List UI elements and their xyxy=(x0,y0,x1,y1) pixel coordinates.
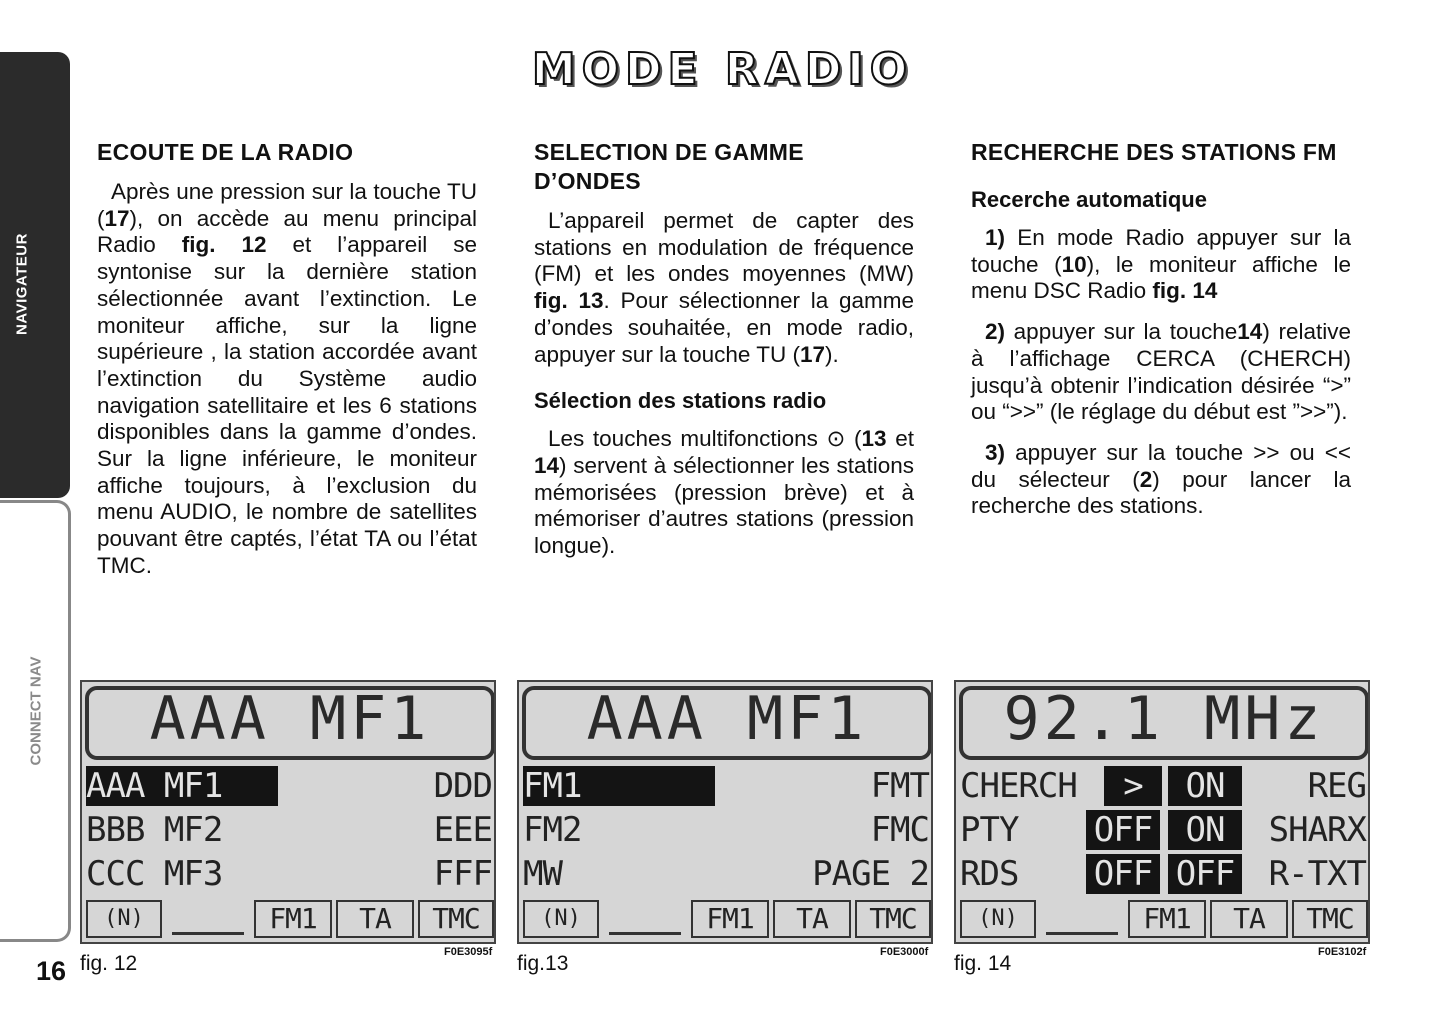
lcd-big-text: AAA MF1 xyxy=(149,684,431,754)
paragraph: L’appareil permet de capter des stations en modulation de fréquence (FM) et les ondes moyennes (MW) fig. 13. Pour sélectionner la gamme d’ondes souhaitée, en mode radio, appuyer sur la touche TU (17). xyxy=(534,208,914,367)
lcd-row: BBB MF2 xyxy=(86,810,223,850)
figure-code: F0E3000f xyxy=(880,946,929,958)
lcd-btn-tmc: TMC xyxy=(418,900,494,938)
lcd-row-right: FMC xyxy=(870,810,929,850)
lcd-row-right: EEE xyxy=(433,810,492,850)
lcd-cell-selected: > xyxy=(1104,766,1162,806)
lcd-underline xyxy=(172,932,244,935)
lcd-cell-selected: OFF xyxy=(1086,810,1160,850)
lcd-row: MW xyxy=(523,854,562,894)
column-selection-gamme xyxy=(534,138,914,574)
lcd-row-right: PAGE 2 xyxy=(812,854,929,894)
lcd-btn-ta: TA xyxy=(336,900,414,938)
lcd-row-selected: FM1 xyxy=(523,766,715,806)
satellite-icon: (N) xyxy=(960,900,1036,938)
sub-heading: Sélection des stations radio xyxy=(534,388,827,414)
sub-heading: Recerche automatique xyxy=(971,187,1207,212)
lcd-row-right: R-TXT xyxy=(1268,854,1366,894)
column-ecoute-radio xyxy=(97,138,477,594)
lcd-btn-fm1: FM1 xyxy=(254,900,332,938)
figure-label: fig. 14 xyxy=(954,952,1012,975)
section-heading: ECOUTE DE LA RADIO xyxy=(97,139,354,165)
lcd-btn-tmc: TMC xyxy=(855,900,931,938)
lcd-frequency-box xyxy=(959,686,1369,760)
lcd-fig14 xyxy=(954,680,1370,944)
lcd-cell-selected: OFF xyxy=(1168,854,1242,894)
lcd-status-bar xyxy=(958,898,1366,938)
paragraph: Après une pression sur la touche TU (17), on accède au menu principal Radio fig. 12 et l’appareil se syntonise sur la dernière station sélectionnée avant l’extinction. Le moniteur affiche, sur la ligne supérieure , la station accordée avant l’extinction du Système audio navigation satellitaire et les 6 stations disponibles dans la gamme d’ondes. Sur la ligne inférieure, le moniteur affiche toujours, à l’exclusion du menu AUDIO, le nombre de satellites pouvant être captés, l’état TA ou l’état TMC. xyxy=(97,179,477,578)
lcd-row-right: SHARX xyxy=(1268,810,1366,850)
lcd-row-label: CHERCH xyxy=(960,766,1077,806)
satellite-icon: (N) xyxy=(86,900,162,938)
step-3: 3) appuyer sur la touche >> ou << du sélecteur (2) pour lancer la recherche des stations. xyxy=(971,439,1351,519)
lcd-btn-ta: TA xyxy=(1210,900,1288,938)
side-tab-navigateur xyxy=(0,52,70,498)
figure-label: fig. 12 xyxy=(80,952,138,975)
page-number: 16 xyxy=(36,956,67,986)
side-tab-connect-nav-label: CONNECT NAV xyxy=(27,656,45,766)
lcd-row: CCC MF3 xyxy=(86,854,223,894)
figure-code: F0E3102f xyxy=(1318,946,1367,958)
lcd-cell-selected: ON xyxy=(1168,810,1242,850)
lcd-btn-tmc: TMC xyxy=(1292,900,1368,938)
lcd-station-box xyxy=(522,686,932,760)
lcd-row-label: RDS xyxy=(960,854,1019,894)
section-heading: RECHERCHE DES STATIONS FM xyxy=(971,139,1337,165)
lcd-cell-selected: ON xyxy=(1168,766,1242,806)
lcd-big-text: AAA MF1 xyxy=(586,684,868,754)
side-tab-connect-nav xyxy=(0,500,71,942)
side-tab-navigateur-label: NAVIGATEUR xyxy=(13,233,31,335)
page-title: MODE RADIO xyxy=(531,44,914,95)
lcd-row-label: PTY xyxy=(960,810,1019,850)
lcd-row-right: FMT xyxy=(870,766,929,806)
lcd-station-box xyxy=(85,686,495,760)
lcd-cell-selected: OFF xyxy=(1086,854,1160,894)
lcd-underline xyxy=(609,932,681,935)
lcd-fig12 xyxy=(80,680,496,944)
lcd-underline xyxy=(1046,932,1118,935)
step-1: 1) En mode Radio appuyer sur la touche (10), le moniteur affiche le menu DSC Radio fig. 14 xyxy=(971,225,1351,304)
column-recherche-stations xyxy=(971,138,1351,534)
section-heading: SELECTION DE GAMME D’ONDES xyxy=(534,139,804,194)
lcd-row-right: DDD xyxy=(433,766,492,806)
lcd-row-selected: AAA MF1 xyxy=(86,766,278,806)
lcd-row: FM2 xyxy=(523,810,582,850)
lcd-fig13 xyxy=(517,680,933,944)
lcd-btn-ta: TA xyxy=(773,900,851,938)
lcd-status-bar xyxy=(521,898,929,938)
lcd-status-bar xyxy=(84,898,492,938)
satellite-icon: (N) xyxy=(523,900,599,938)
lcd-row-right: FFF xyxy=(433,854,492,894)
figure-code: F0E3095f xyxy=(444,946,493,958)
lcd-btn-fm1: FM1 xyxy=(691,900,769,938)
lcd-btn-fm1: FM1 xyxy=(1128,900,1206,938)
step-2: 2) appuyer sur la touche14) relative à l’affichage CERCA (CHERCH) jusqu’à obtenir l’indication désirée “>” ou “>>” (le réglage du début est ”>>”). xyxy=(971,319,1351,425)
lcd-row-right: REG xyxy=(1307,766,1366,806)
figure-label: fig.13 xyxy=(517,952,569,975)
paragraph: Les touches multifonctions ⊙ (13 et 14) servent à sélectionner les stations mémorisées (pression brève) et à mémoriser d’autres stations (pression longue). xyxy=(534,426,914,559)
lcd-big-text: 92.1 MHz xyxy=(1003,684,1325,754)
